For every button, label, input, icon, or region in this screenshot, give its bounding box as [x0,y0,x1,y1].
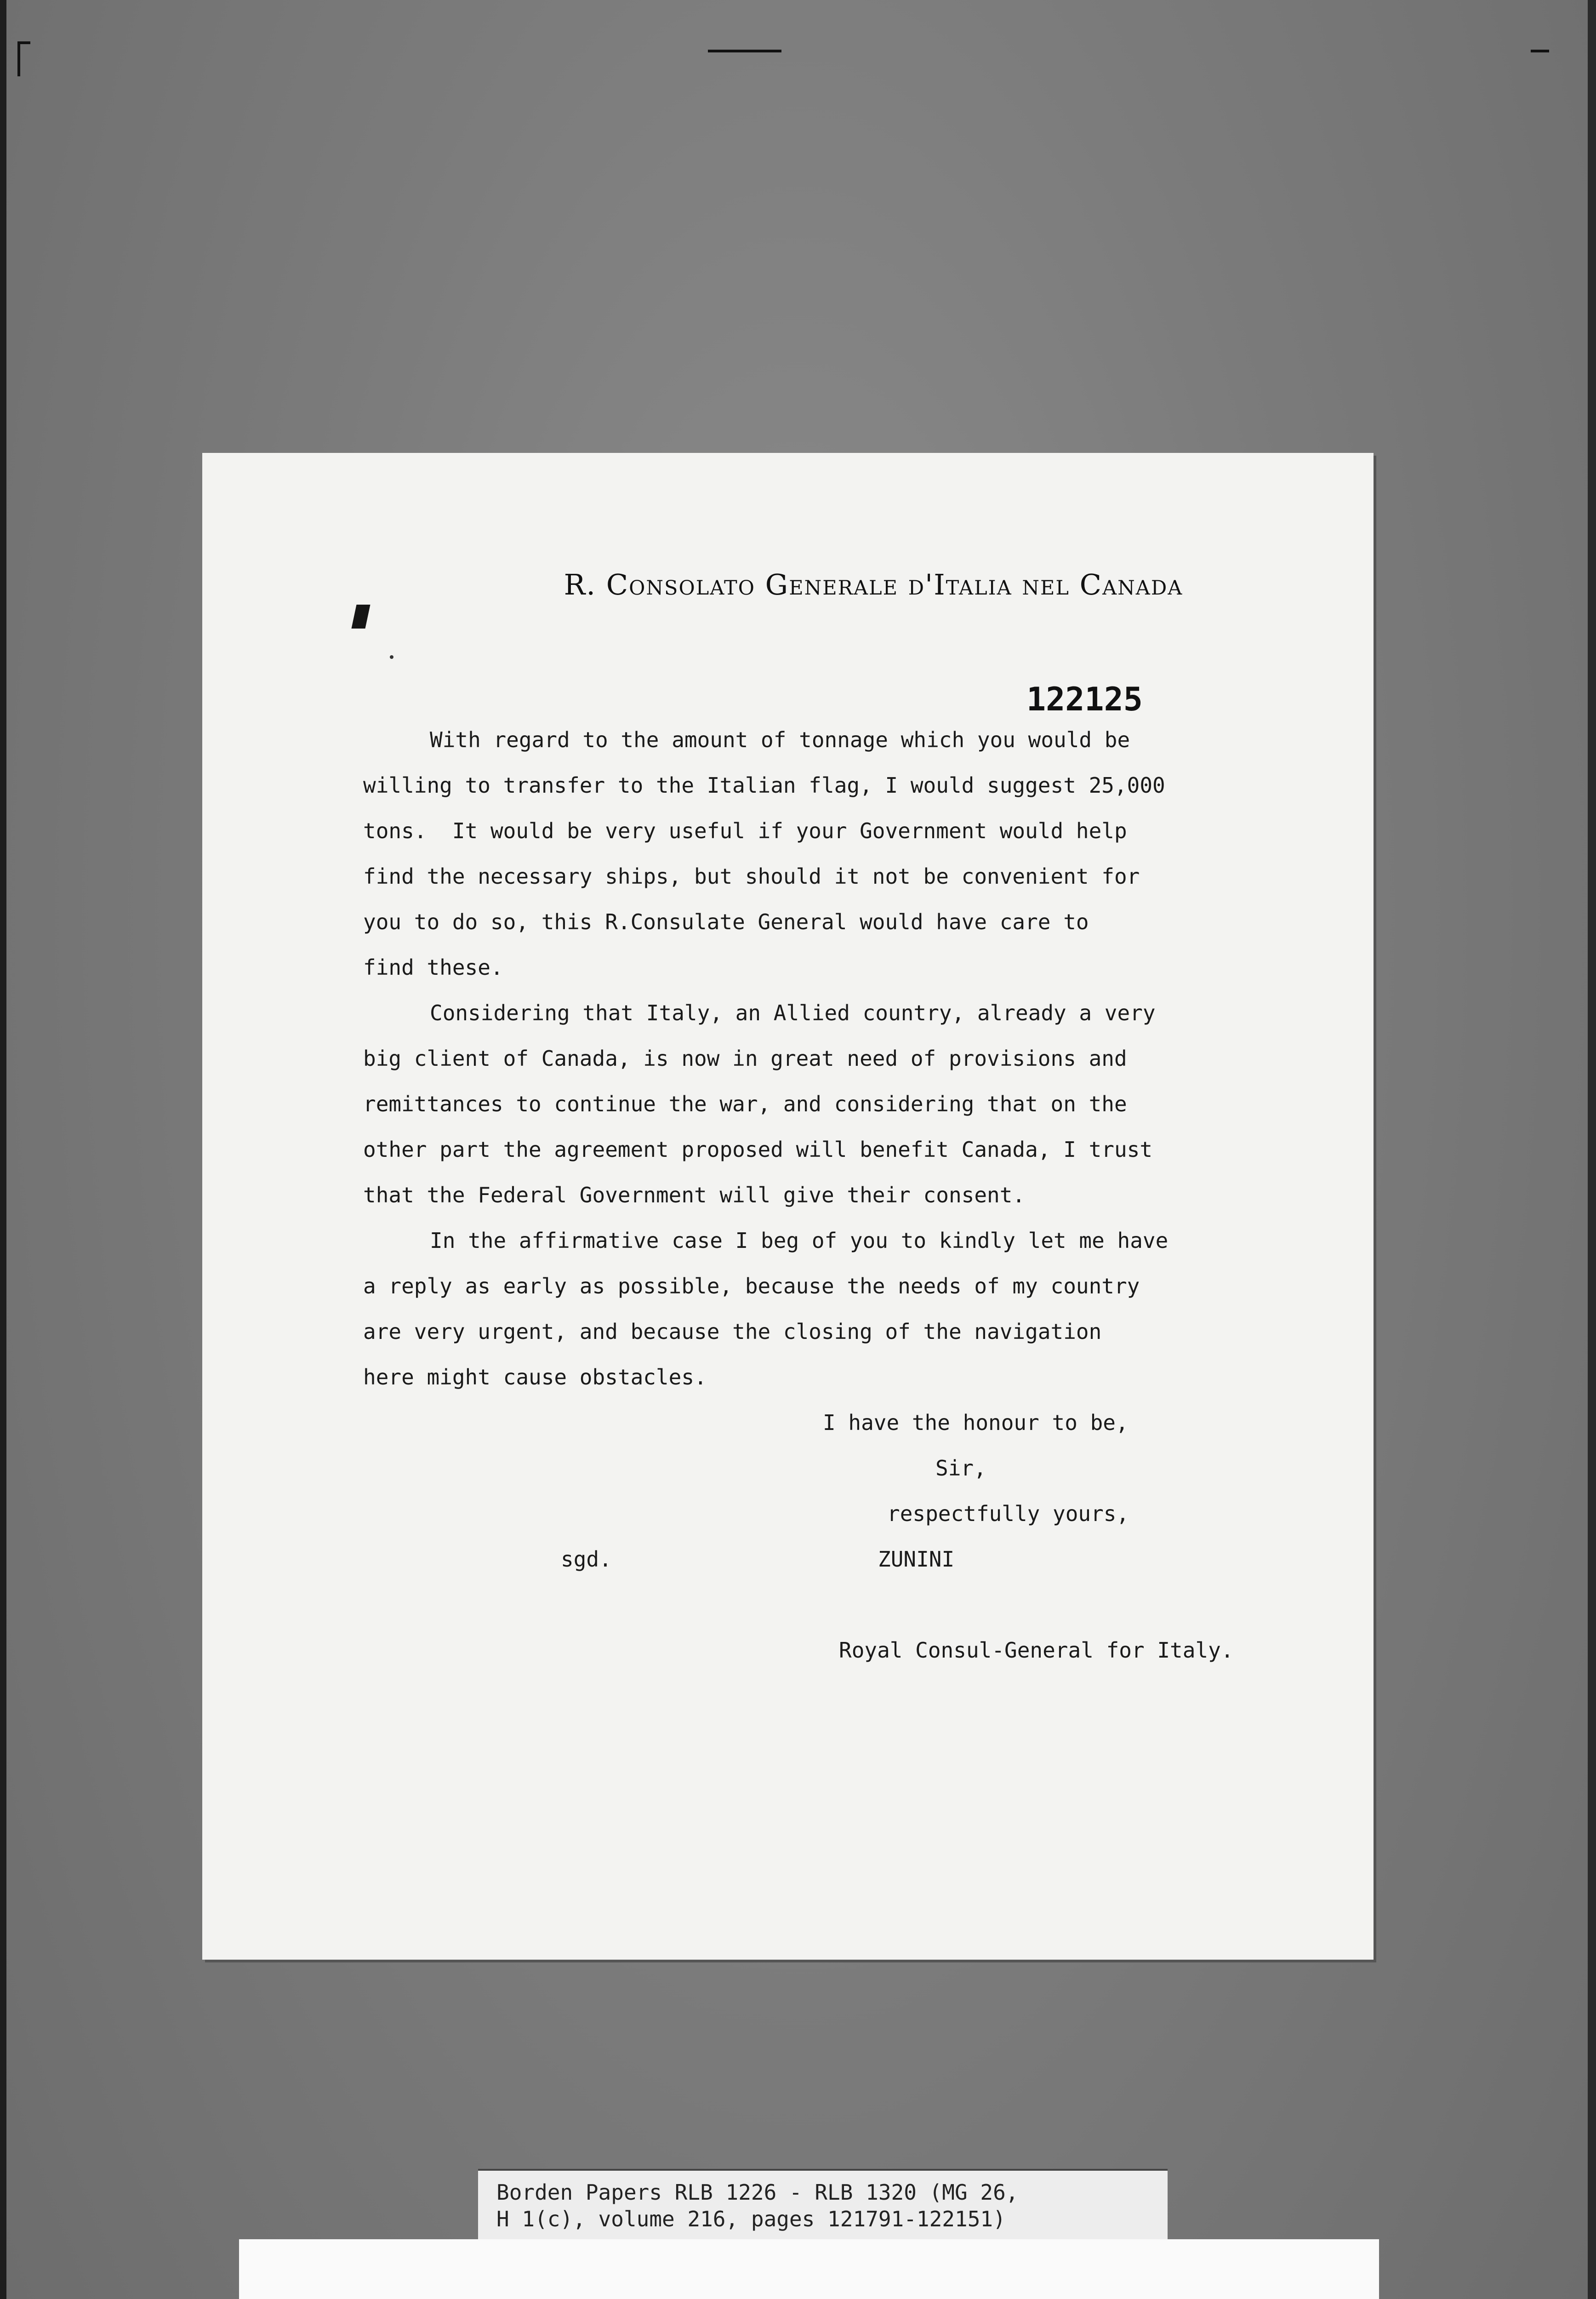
archives-stamp [239,2239,1379,2299]
top-crop-mark [708,50,781,52]
corner-crop-mark [17,41,30,76]
paragraph-2-line: remittances to continue the war, and considering that on the [363,1092,1127,1116]
paragraph-1-line: willing to transfer to the Italian flag, I would suggest 25,000 [363,773,1165,798]
pin-hole-mark [351,605,370,629]
film-edge-right [1588,0,1596,2299]
closing-respectfully: respectfully yours, [887,1501,1129,1526]
letter-page [202,453,1374,1960]
paragraph-3-line: are very urgent, and because the closing of the navigation [363,1319,1102,1344]
paragraph-3-line: In the affirmative case I beg of you to kindly let me have [430,1228,1168,1253]
paragraph-3-line: a reply as early as possible, because the needs of my country [363,1274,1140,1298]
paragraph-1-line: you to do so, this R.Consulate General would have care to [363,909,1089,934]
document-number: 122125 [1026,681,1143,718]
paragraph-1-line: find these. [363,955,503,980]
paragraph-1-line: With regard to the amount of tonnage which you would be [430,727,1130,752]
closing-salutation: Sir, [935,1456,986,1481]
paragraph-2-line: other part the agreement proposed will benefit Canada, I trust [363,1137,1153,1162]
letterhead: R. Consolato Generale d'Italia nel Canada [564,568,1183,601]
paragraph-2-line: Considering that Italy, an Allied country, already a very [430,1001,1156,1025]
reference-line: H 1(c), volume 216, pages 121791-122151) [496,2207,1006,2231]
reference-text [496,2179,1158,2232]
paragraph-3-line: here might cause obstacles. [363,1365,707,1390]
closing-honour: I have the honour to be, [823,1410,1129,1435]
paragraph-2-line: big client of Canada, is now in great need of provisions and [363,1046,1127,1071]
pin-dot-mark [390,655,393,659]
reference-line: Borden Papers RLB 1226 - RLB 1320 (MG 26, [496,2180,1019,2205]
paragraph-1-line: find the necessary ships, but should it not be convenient for [363,864,1140,889]
letter-body [363,717,1351,1673]
top-crop-mark-right [1531,50,1549,52]
paragraph-2-line: that the Federal Government will give their consent. [363,1183,1026,1207]
signed-mark: sgd. [561,1547,612,1572]
signature-row [363,1537,1351,1582]
paragraph-1-line: tons. It would be very useful if your Government would help [363,818,1127,843]
signatory-title: Royal Consul-General for Italy. [839,1638,1234,1663]
film-edge-left [0,0,6,2299]
signature-name: ZUNINI [878,1547,955,1572]
